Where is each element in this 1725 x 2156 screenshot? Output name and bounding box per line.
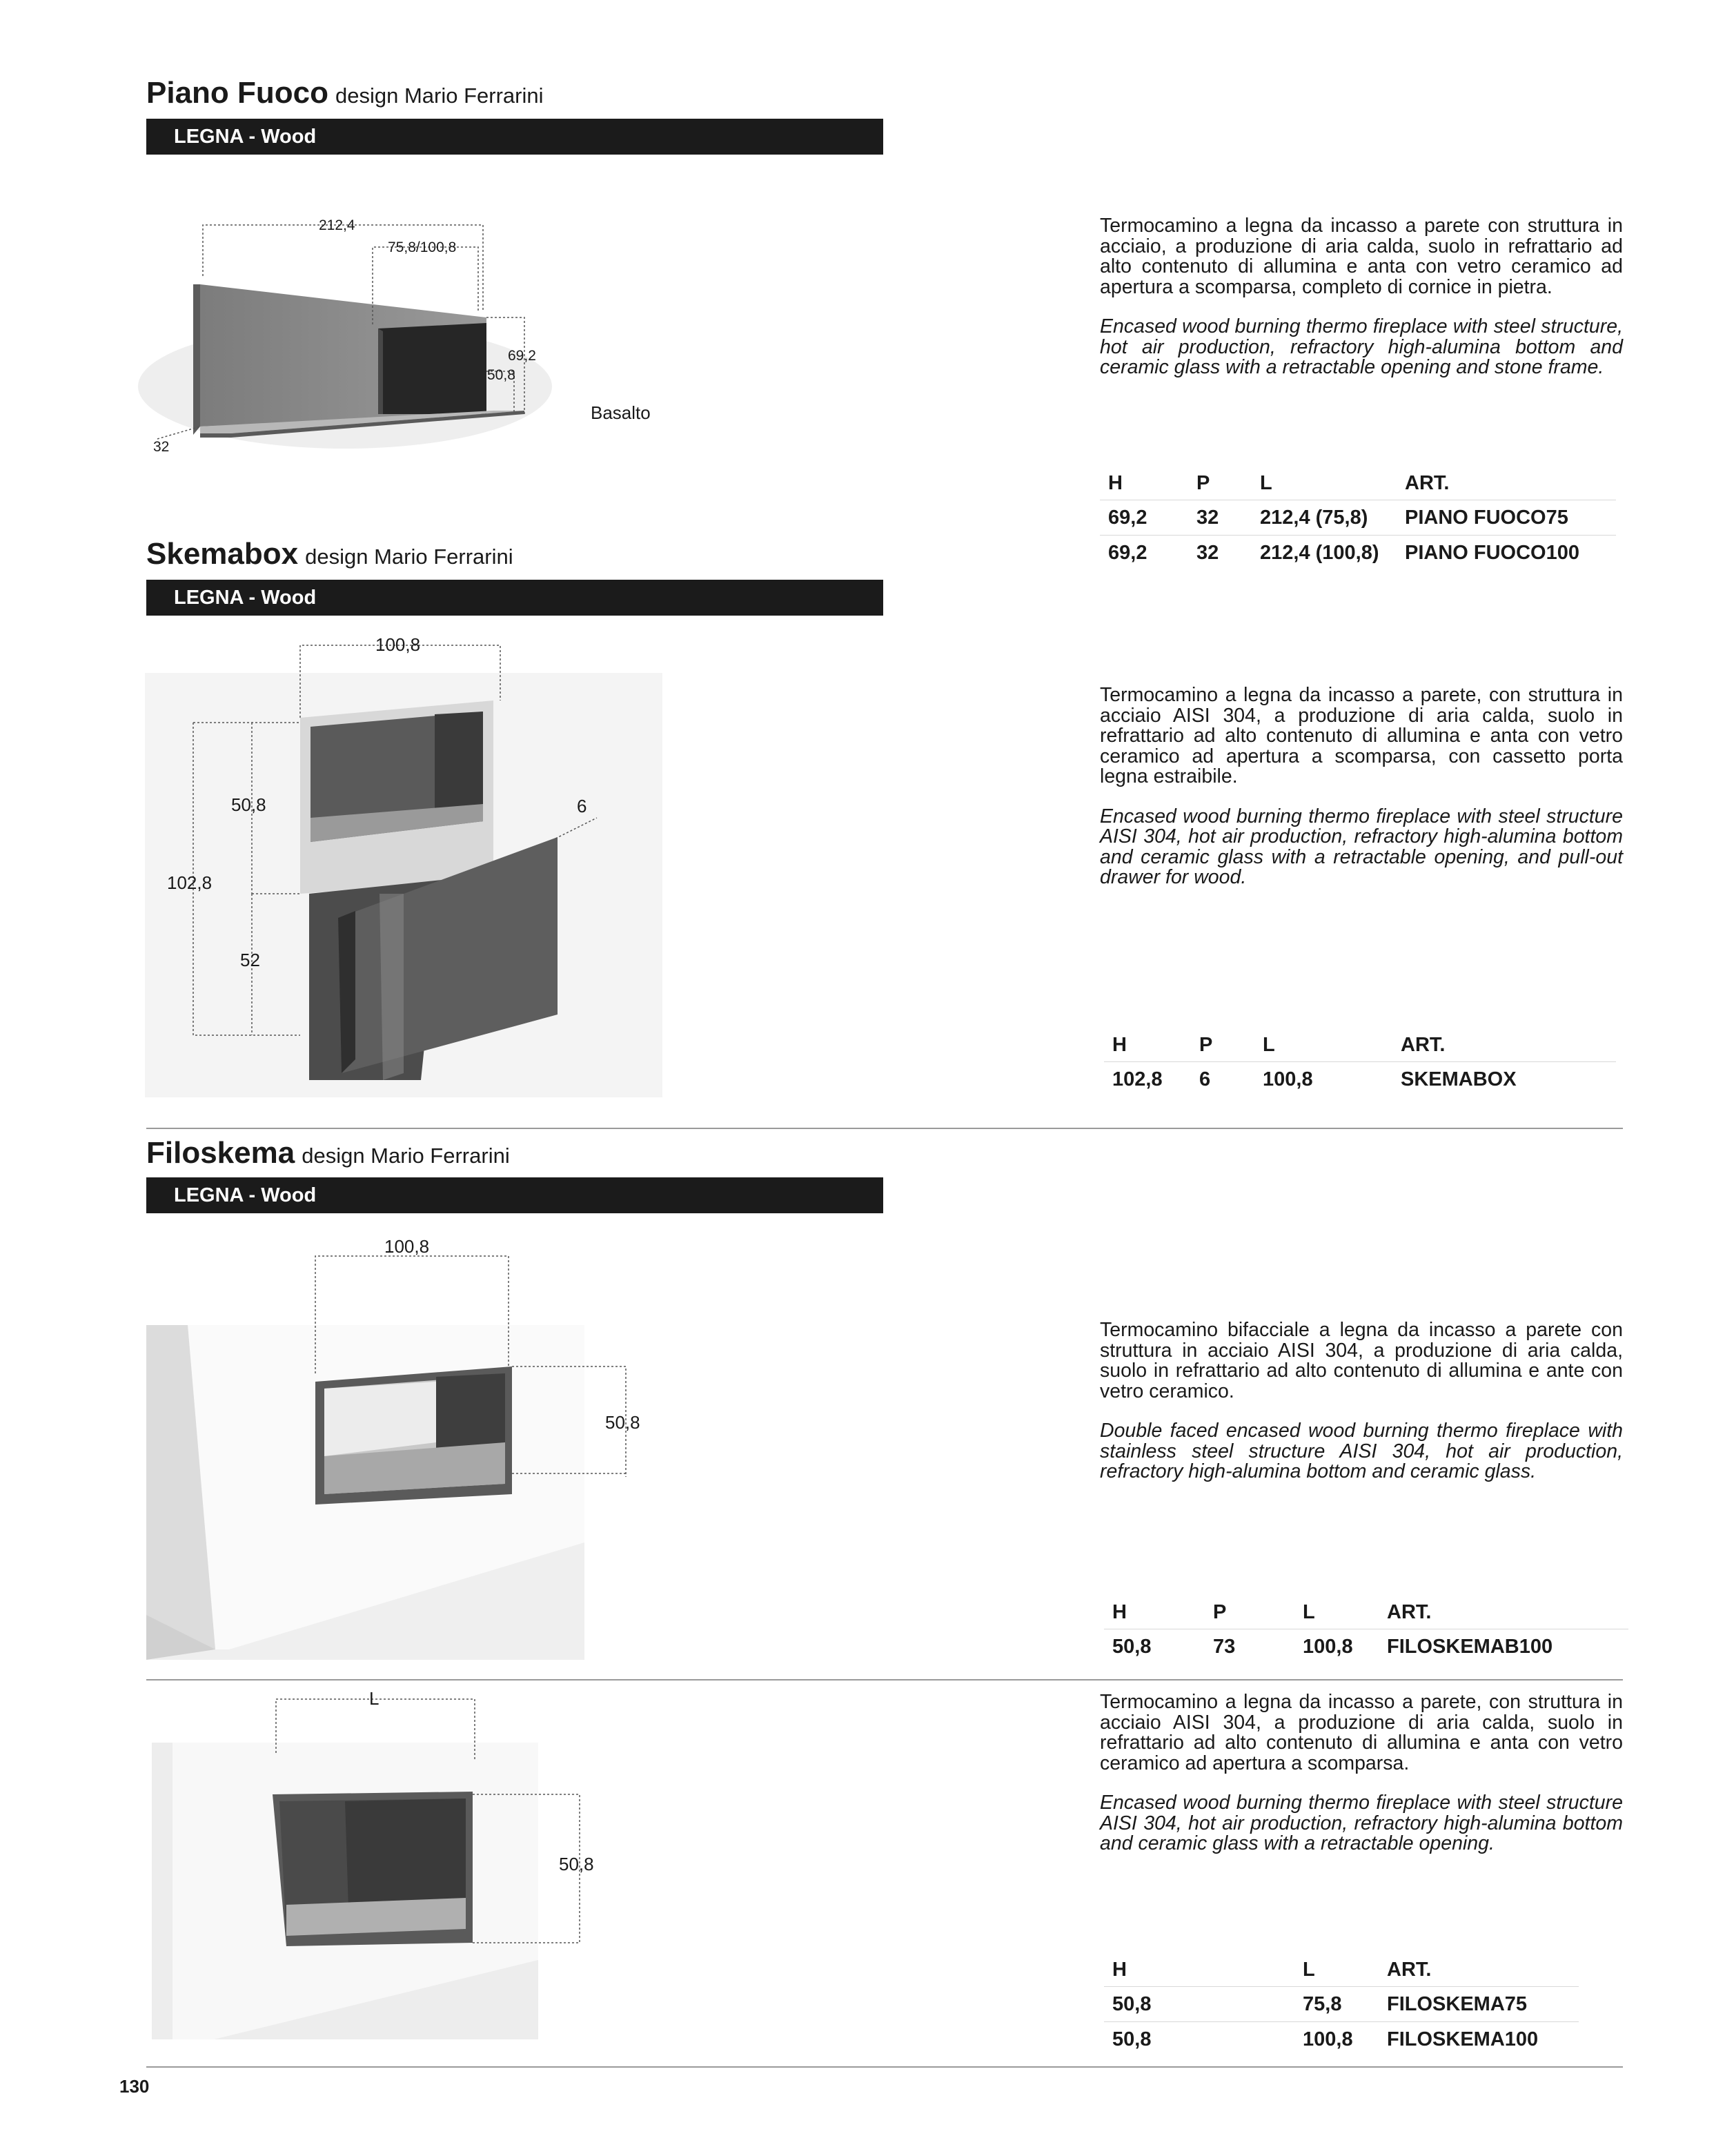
product-designer: design Mario Ferrarini (305, 545, 513, 569)
description-english: Double faced encased wood burning thermo fireplace with stainless steel structure AISI 304, hot air production, refractory high-alumina bottom and ceramic glass. (1100, 1420, 1623, 1482)
piano-fuoco-drawing (138, 207, 690, 469)
table-cell: 212,4 (100,8) (1260, 541, 1379, 564)
column-header: ART. (1379, 1596, 1628, 1629)
table-cell: 100,8 (1303, 2028, 1353, 2050)
table-row (1104, 1629, 1628, 1665)
filoskema-bifacciale-drawing (146, 1228, 643, 1663)
dimension-label: L (369, 1688, 379, 1709)
product-name: Skemabox (146, 537, 299, 571)
product-title (146, 1136, 510, 1170)
table-cell: 69,2 (1108, 541, 1147, 564)
description-italian: Termocamino a legna da incasso a parete con struttura in acciaio, a produzione di aria calda, suolo in refrattario ad alto contenuto di allumina e anta con vetro ceramico ad apertura a scomparsa, completo di cornice in pietra. (1100, 215, 1623, 298)
dimension-label: 32 (153, 439, 170, 455)
table-header-row (1100, 467, 1616, 500)
description-italian: Termocamino a legna da incasso a parete, con struttura in acciaio AISI 304, a produzione di aria calda, suolo in refrattario ad alto contenuto di allumina e anta con vetro ceramico ad apertura a scomparsa, con cassetto porta legna estraibile. (1100, 684, 1623, 787)
table-cell: FILOSKEMA100 (1387, 2028, 1539, 2050)
column-header: P (1191, 1028, 1254, 1062)
table-cell: 50,8 (1112, 1635, 1152, 1658)
column-header: H (1104, 1028, 1191, 1062)
table-cell: 102,8 (1112, 1068, 1163, 1090)
dimension-label: 212,4 (319, 217, 355, 233)
table-cell: 50,8 (1104, 1987, 1294, 2022)
product-description (1100, 1692, 1623, 1874)
category-band: LEGNA - Wood (146, 119, 883, 155)
description-english: Encased wood burning thermo fireplace with steel structure AISI 304, hot air production, refractory high-alumina bottom and ceramic glass with a retractable opening. (1100, 1792, 1623, 1854)
column-header: L (1252, 467, 1397, 500)
filoskema-drawing (152, 1684, 607, 2043)
page-number: 130 (119, 2076, 150, 2097)
product-description (1100, 216, 1623, 398)
dimension-label: 69,2 (508, 348, 536, 364)
finish-label: Basalto (591, 402, 651, 423)
table-cell: 32 (1188, 500, 1252, 536)
product-name: Filoskema (146, 1136, 295, 1170)
table-row (1100, 500, 1616, 536)
product-description (1100, 1320, 1623, 1502)
column-header: L (1294, 1953, 1379, 1987)
table-cell: 73 (1213, 1635, 1236, 1658)
table-cell: 100,8 (1263, 1068, 1313, 1090)
table-cell: PIANO FUOCO100 (1405, 541, 1579, 564)
dimension-label: 50,8 (559, 1854, 594, 1874)
dimension-label: 100,8 (375, 634, 421, 655)
column-header: H (1100, 467, 1188, 500)
category-band: LEGNA - Wood (146, 580, 883, 616)
table-cell: SKEMABOX (1401, 1068, 1517, 1090)
dimension-label: 50,8 (487, 367, 515, 383)
product-designer: design Mario Ferrarini (335, 84, 544, 108)
section-divider (146, 1128, 1623, 1129)
section-divider (146, 2066, 1623, 2068)
table-cell: 69,2 (1100, 500, 1188, 536)
skemabox-drawing (145, 631, 669, 1101)
column-header: ART. (1379, 1953, 1579, 1987)
table-row (1104, 1987, 1579, 2022)
table-cell: 212,4 (75,8) (1252, 500, 1397, 536)
dimension-label: 75,8/100,8 (388, 239, 457, 255)
table-row (1100, 536, 1616, 571)
spec-table (1104, 1028, 1616, 1097)
product-title (146, 76, 544, 110)
table-cell: 100,8 (1303, 1635, 1353, 1658)
table-cell: FILOSKEMAB100 (1387, 1635, 1553, 1658)
spec-table (1104, 1953, 1579, 2057)
product-description (1100, 685, 1623, 908)
column-header: ART. (1397, 467, 1616, 500)
table-cell: FILOSKEMA75 (1379, 1987, 1579, 2022)
column-header: ART. (1392, 1028, 1616, 1062)
description-english: Encased wood burning thermo fireplace with steel structure AISI 304, hot air production, refractory high-alumina bottom and ceramic glass with a retractable opening, and pull-out drawer for wood. (1100, 805, 1623, 888)
table-cell: PIANO FUOCO75 (1397, 500, 1616, 536)
product-name: Piano Fuoco (146, 76, 328, 110)
table-header-row (1104, 1953, 1579, 1987)
dimension-label: 50,8 (231, 794, 266, 815)
dimension-label: 100,8 (384, 1236, 430, 1257)
spec-table (1100, 467, 1616, 570)
table-cell: 6 (1199, 1068, 1211, 1090)
dimension-label: 102,8 (167, 872, 213, 893)
table-header-row (1104, 1596, 1628, 1629)
product-designer: design Mario Ferrarini (302, 1144, 510, 1168)
column-header: P (1205, 1596, 1294, 1629)
table-header-row (1104, 1028, 1616, 1062)
dimension-label: 50,8 (605, 1412, 640, 1433)
column-header: L (1254, 1028, 1392, 1062)
product-title (146, 537, 513, 571)
column-header: H (1104, 1953, 1294, 1987)
column-header: P (1188, 467, 1252, 500)
description-english: Encased wood burning thermo fireplace with steel structure, hot air production, refractory high-alumina bottom and ceramic glass with a retractable opening and stone frame. (1100, 315, 1623, 378)
description-italian: Termocamino a legna da incasso a parete, con struttura in acciaio AISI 304, a produzione di aria calda, suolo in refrattario ad alto contenuto di allumina e anta con vetro ceramico ad apertura a scomparsa. (1100, 1691, 1623, 1774)
table-cell: 32 (1196, 541, 1219, 564)
category-band: LEGNA - Wood (146, 1177, 883, 1213)
section-divider (146, 1679, 1623, 1680)
column-header: H (1104, 1596, 1205, 1629)
description-italian: Termocamino bifacciale a legna da incasso a parete con struttura in acciaio AISI 304, a produzione di aria calda, suolo in refrattario ad alto contenuto di allumina e ante con vetro ceramico. (1100, 1319, 1623, 1402)
dimension-label: 52 (240, 950, 260, 970)
spec-table (1104, 1596, 1628, 1664)
table-cell: 50,8 (1112, 2028, 1152, 2050)
dimension-label: 6 (577, 796, 587, 816)
column-header: L (1294, 1596, 1379, 1629)
table-cell: 75,8 (1294, 1987, 1379, 2022)
table-row (1104, 1062, 1616, 1097)
table-row (1104, 2022, 1579, 2057)
